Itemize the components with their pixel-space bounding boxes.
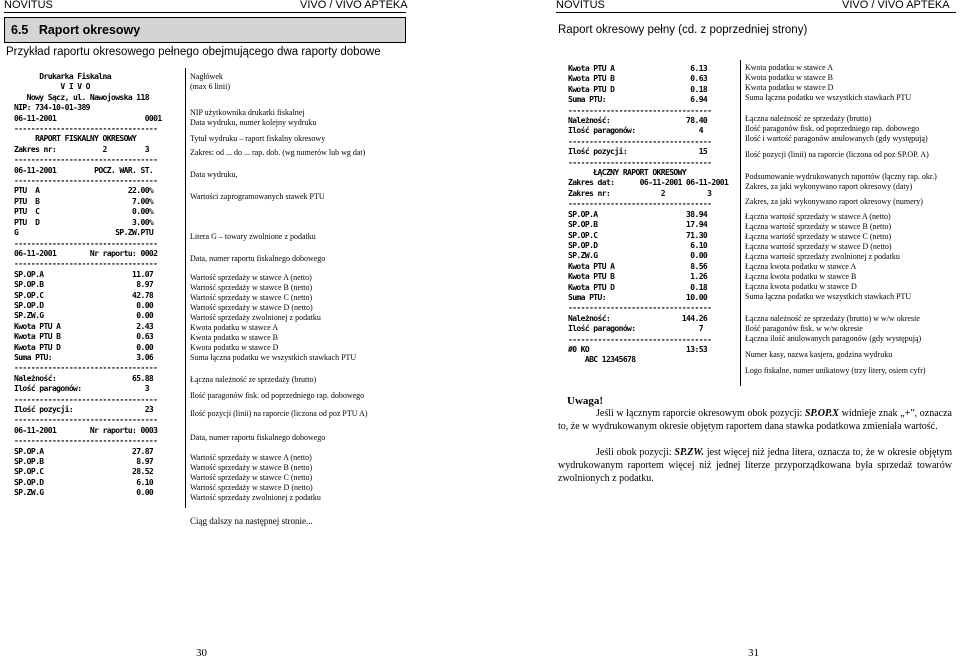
header-right-center-title: VIVO / VIVO APTEKA xyxy=(842,0,950,11)
annotation: Nagłówek xyxy=(190,72,223,81)
receipt-line: SP.OP.C 42.78 xyxy=(14,290,154,300)
annotation: Łączna wartość sprzedaży w stawce C (netto) xyxy=(745,232,892,241)
receipt-line: ---------------------------------- xyxy=(14,238,158,248)
receipt-line: ---------------------------------- xyxy=(14,259,158,269)
left-receipt-divider xyxy=(185,68,186,508)
annotation: Litera G – towary zwolnione z podatku xyxy=(190,232,316,241)
continuation-note: Ciąg dalszy na następnej stronie... xyxy=(190,516,313,526)
annotation: Ilość paragonów fisk. od poprzedniego rap. dobowego xyxy=(745,124,920,133)
annotation: Zakres: od ... do ... rap. dob. (wg numerów lub wg dat) xyxy=(190,148,366,157)
annotation: Data wydruku, xyxy=(190,170,238,179)
annotation: Łączna należność ze sprzedaży (brutto) xyxy=(745,114,872,123)
right-receipt-divider xyxy=(740,60,741,386)
receipt-line: Kwota PTU D 0.00 xyxy=(14,342,154,352)
receipt-line: Należność: 78.40 xyxy=(568,116,708,126)
receipt-line: 06-11-2001 0001 xyxy=(14,113,162,123)
annotation: Suma łączna podatku we wszystkich stawkach PTU xyxy=(190,353,357,362)
receipt-line: Ilość paragonów: 4 xyxy=(568,126,703,136)
annotation: Kwota podatku w stawce A xyxy=(745,63,833,72)
annotation: Zakres, za jaki wykonywano raport okresowy (numery) xyxy=(745,197,923,206)
annotation: Wartość sprzedaży w stawce D (netto) xyxy=(190,483,313,492)
header-center-title: VIVO / VIVO APTEKA xyxy=(300,0,408,11)
uwaga-paragraph-1 xyxy=(558,407,952,433)
receipt-line: SP.OP.B 8.97 xyxy=(14,457,154,467)
receipt-line: SP.ZW.G 0.00 xyxy=(568,251,708,261)
receipt-line: SP.OP.C 71.30 xyxy=(568,230,708,240)
receipt-line: PTU A 22.00% xyxy=(14,186,154,196)
receipt-line: 06-11-2001 Nr raportu: 0002 xyxy=(14,248,158,258)
annotation: Łączna wartość sprzedaży w stawce D (netto) xyxy=(745,242,892,251)
header-right-title: NOVITUS xyxy=(556,0,605,11)
annotation: Ilość i wartość paragonów anulowanych (gdy występują) xyxy=(745,134,928,143)
uwaga-p1-text: Jeśli w łącznym raporcie okresowym obok pozycji: xyxy=(596,408,805,419)
section-heading xyxy=(4,17,406,43)
receipt-line: ---------------------------------- xyxy=(568,136,712,146)
receipt-line: ---------------------------------- xyxy=(568,157,712,167)
receipt-line: Zakres dat: 06-11-2001 06-11-2001 xyxy=(568,178,729,188)
receipt-line: SP.OP.A 27.87 xyxy=(14,446,154,456)
annotation: Ilość paragonów fisk. w w/w okresie xyxy=(745,324,863,333)
annotation: Wartość sprzedaży w stawce B (netto) xyxy=(190,283,313,292)
left-subtitle: Przykład raportu okresowego pełnego obejmującego dwa raporty dobowe xyxy=(6,46,381,58)
receipt-line: ---------------------------------- xyxy=(14,363,158,373)
receipt-line: Kwota PTU D 0.18 xyxy=(568,84,708,94)
annotation: Łączna kwota podatku w stawce A xyxy=(745,262,857,271)
receipt-line: 06-11-2001 Nr raportu: 0003 xyxy=(14,425,158,435)
receipt-line: Kwota PTU B 1.26 xyxy=(568,272,708,282)
annotation: Kwota podatku w stawce D xyxy=(745,83,834,92)
annotation: Suma łączna podatku we wszystkich stawkach PTU xyxy=(745,93,912,102)
section-number: 6.5 xyxy=(11,23,29,37)
receipt-line: SP.OP.C 28.52 xyxy=(14,467,154,477)
annotation: Kwota podatku w stawce D xyxy=(190,343,279,352)
annotation: Suma łączna podatku we wszystkich stawkach PTU xyxy=(745,292,912,301)
annotation: Łączna kwota podatku w stawce B xyxy=(745,272,857,281)
receipt-line: Nowy Sącz, ul. Nawojowska 118 xyxy=(14,92,149,102)
receipt-line: Zakres nr: 2 3 xyxy=(568,188,712,198)
annotation: Numer kasy, nazwa kasjera, godzina wydruku xyxy=(745,350,893,359)
annotation: Wartość sprzedaży zwolnionej z podatku xyxy=(190,313,321,322)
receipt-line: Należność: 65.88 xyxy=(14,373,154,383)
annotation: Data, numer raportu fiskalnego dobowego xyxy=(190,254,326,263)
receipt-line: PTU B 7.00% xyxy=(14,196,154,206)
uwaga-p2-rest: jest więcej niż jedna litera, oznacza to, że w okresie objętym wydrukowanym raportem więcej niż jednej literze przyporządkowana była sprzedaż towarów zwolnionych z podatku. xyxy=(558,447,952,485)
receipt-line: Kwota PTU A 2.43 xyxy=(14,321,154,331)
receipt-line: ---------------------------------- xyxy=(568,105,712,115)
receipt-line: Ilość pozycji: 15 xyxy=(568,147,708,157)
receipt-line: NIP: 734-10-01-389 xyxy=(14,103,90,113)
annotation: Zakres, za jaki wykonywano raport okresowy (daty) xyxy=(745,182,913,191)
receipt-line: PTU D 3.00% xyxy=(14,217,154,227)
receipt-line: Ilość paragonów: 7 xyxy=(568,324,703,334)
receipt-line: SP.OP.B 8.97 xyxy=(14,280,154,290)
receipt-line: ABC 12345678 xyxy=(568,355,636,365)
receipt-line: Kwota PTU A 8.56 xyxy=(568,261,708,271)
annotation: Podsumowanie wydrukowanych raportów (łączny rap. okr.) xyxy=(745,172,937,181)
uwaga-p1-rest: widnieje znak „+”, oznacza to, że w wydrukowanym okresie objętym raportem dana stawka podatkowa zmieniała wartość. xyxy=(558,408,952,433)
receipt-line: ---------------------------------- xyxy=(14,124,158,134)
annotation: Wartość sprzedaży w stawce C (netto) xyxy=(190,473,313,482)
annotation: Kwota podatku w stawce B xyxy=(190,333,278,342)
annotation: Łączna należność ze sprzedaży (brutto) w w/w okresie xyxy=(745,314,920,323)
left-page-number: 30 xyxy=(196,647,207,659)
header-left-title: NOVITUS xyxy=(4,0,53,11)
receipt-line: SP.OP.D 0.00 xyxy=(14,300,154,310)
receipt-line: Suma PTU: 6.94 xyxy=(568,95,708,105)
right-page-number: 31 xyxy=(748,647,759,659)
uwaga-title: Uwaga! xyxy=(567,395,604,407)
receipt-line: Zakres nr: 2 3 xyxy=(14,144,149,154)
receipt-line: #0 KO 13:53 xyxy=(568,344,708,354)
receipt-line: ---------------------------------- xyxy=(14,415,158,425)
annotation: Wartość sprzedaży w stawce A (netto) xyxy=(190,453,312,462)
receipt-line: SP.OP.D 6.10 xyxy=(568,240,708,250)
annotation: Ilość pozycji (linii) na raporcie (liczona od poz PTU A) xyxy=(190,409,368,418)
receipt-line: ---------------------------------- xyxy=(14,394,158,404)
receipt-line: Suma PTU: 3.06 xyxy=(14,352,154,362)
receipt-line: G SP.ZW.PTU xyxy=(14,228,154,238)
annotation: Łączna ilość anulowanych paragonów (gdy występują) xyxy=(745,334,922,343)
header-right-rule xyxy=(556,12,956,13)
left-receipt xyxy=(14,72,162,499)
receipt-line: Ilość paragonów: 3 xyxy=(14,384,149,394)
annotation: Wartość sprzedaży zwolnionej z podatku xyxy=(190,493,321,502)
annotation: Wartość sprzedaży w stawce D (netto) xyxy=(190,303,313,312)
annotation: Łączna wartość sprzedaży zwolnionej z podatku xyxy=(745,252,900,261)
uwaga-p1-code: SP.OP.X xyxy=(804,408,839,419)
receipt-line: V I V O xyxy=(14,82,90,92)
receipt-line: ---------------------------------- xyxy=(568,334,712,344)
receipt-line: Kwota PTU D 0.18 xyxy=(568,282,708,292)
receipt-line: ---------------------------------- xyxy=(14,436,158,446)
annotation: Tytuł wydruku – raport fiskalny okresowy xyxy=(190,134,326,143)
annotation: Łączna kwota podatku w stawce D xyxy=(745,282,857,291)
receipt-line: SP.OP.A 38.94 xyxy=(568,209,708,219)
receipt-line: Kwota PTU A 6.13 xyxy=(568,64,708,73)
receipt-line: SP.ZW.G 0.00 xyxy=(14,488,154,498)
receipt-line: SP.ZW.G 0.00 xyxy=(14,311,154,321)
receipt-line: 06-11-2001 POCZ. WAR. ST. xyxy=(14,165,154,175)
receipt-line: SP.OP.A 11.07 xyxy=(14,269,154,279)
annotation: Logo fiskalne, numer unikatowy (trzy litery, osiem cyfr) xyxy=(745,366,926,375)
annotation: (max 6 linii) xyxy=(190,82,230,91)
annotation: Kwota podatku w stawce B xyxy=(745,73,833,82)
receipt-line: Kwota PTU B 0.63 xyxy=(14,332,154,342)
section-title: Raport okresowy xyxy=(38,23,141,37)
receipt-line: RAPORT FISKALNY OKRESOWY xyxy=(14,134,137,144)
uwaga-paragraph-2 xyxy=(558,446,952,486)
header-left-rule xyxy=(4,12,406,13)
annotation: Wartości zaprogramowanych stawek PTU xyxy=(190,192,325,201)
receipt-line: PTU C 0.00% xyxy=(14,207,154,217)
receipt-line: Ilość pozycji: 23 xyxy=(14,405,154,414)
uwaga-p2-code: SP.ZW. xyxy=(674,447,705,458)
annotation: Ilość paragonów fisk. od poprzedniego rap. dobowego xyxy=(190,391,365,400)
receipt-line: Drukarka Fiskalna xyxy=(14,72,111,81)
receipt-line: Należność: 144.26 xyxy=(568,313,708,323)
annotation: Kwota podatku w stawce A xyxy=(190,323,278,332)
annotation: Wartość sprzedaży w stawce C (netto) xyxy=(190,293,313,302)
receipt-line: Suma PTU: 10.00 xyxy=(568,292,708,302)
receipt-line: ---------------------------------- xyxy=(14,155,158,165)
annotation: Łączna wartość sprzedaży w stawce A (netto) xyxy=(745,212,891,221)
annotation: NIP użytkownika drukarki fiskalnej xyxy=(190,108,305,117)
right-receipt xyxy=(568,64,728,366)
annotation: Łączna należność ze sprzedaży (brutto) xyxy=(190,375,317,384)
annotation: Wartość sprzedaży w stawce B (netto) xyxy=(190,463,313,472)
receipt-line: ---------------------------------- xyxy=(14,176,158,186)
annotation: Łączna wartość sprzedaży w stawce B (netto) xyxy=(745,222,892,231)
receipt-line: Kwota PTU B 0.63 xyxy=(568,74,708,84)
uwaga-p2-text: Jeśli obok pozycji: xyxy=(596,447,675,458)
receipt-line: ŁĄCZNY RAPORT OKRESOWY xyxy=(568,168,687,178)
receipt-line: SP.OP.B 17.94 xyxy=(568,220,708,230)
receipt-line: ---------------------------------- xyxy=(568,303,712,313)
right-subtitle: Raport okresowy pełny (cd. z poprzedniej strony) xyxy=(558,24,808,36)
annotation: Data wydruku, numer kolejny wydruku xyxy=(190,118,317,127)
receipt-line: ---------------------------------- xyxy=(568,199,712,209)
annotation: Wartość sprzedaży w stawce A (netto) xyxy=(190,273,312,282)
annotation: Data, numer raportu fiskalnego dobowego xyxy=(190,433,326,442)
receipt-line: SP.OP.D 6.10 xyxy=(14,477,154,487)
annotation: Ilość pozycji (linii) na raporcie (liczona od poz SP.OP. A) xyxy=(745,150,929,159)
